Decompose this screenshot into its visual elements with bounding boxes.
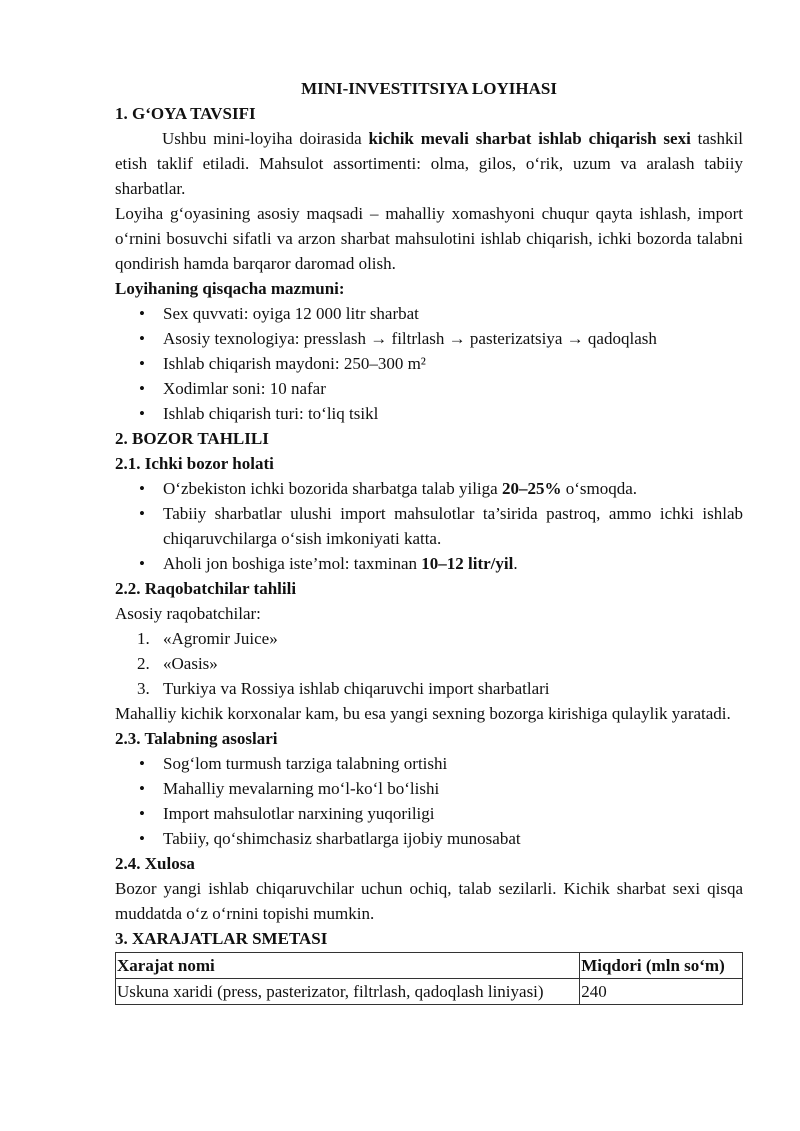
list-item-text: Ishlab chiqarish maydoni: 250–300 m² <box>163 354 426 373</box>
bullet-icon: • <box>139 404 145 423</box>
text-run: tashkil etish taklif etiladi. Mahsulot assortimenti: olma, gilos, o‘rik, uzum va aralash tabiiy sharbatlar. <box>115 129 743 198</box>
list-item <box>115 376 743 401</box>
bullet-icon: • <box>139 479 145 498</box>
section-3-heading: 3. XARAJATLAR SMETASI <box>115 929 328 948</box>
list-item <box>115 651 743 676</box>
list-item <box>115 626 743 651</box>
list-item <box>115 776 743 801</box>
text-run: O‘zbekiston ichki bozorida sharbatga talab yiliga <box>163 479 502 498</box>
bullet-icon: • <box>139 329 145 348</box>
list-item-text: Import mahsulotlar narxining yuqoriligi <box>163 804 435 823</box>
summary-heading: Loyihaning qisqacha mazmuni: <box>115 279 345 298</box>
bullet-icon: • <box>139 554 145 573</box>
list-item <box>115 751 743 776</box>
summary-list <box>115 301 743 426</box>
market-list <box>115 476 743 576</box>
list-item-text: Turkiya va Rossiya ishlab chiqaruvchi import sharbatlari <box>163 679 550 698</box>
list-number: 1. <box>137 629 150 648</box>
document-page <box>115 76 743 1005</box>
section-2-4-heading: 2.4. Xulosa <box>115 854 195 873</box>
bullet-icon: • <box>139 504 145 523</box>
bullet-icon: • <box>139 779 145 798</box>
bold-text-run: 10–12 litr/yil <box>421 554 514 573</box>
list-item <box>115 676 743 701</box>
table-cell-name: Uskuna xaridi (press, pasterizator, filtrlash, qadoqlash liniyasi) <box>116 979 580 1005</box>
document-title: MINI-INVESTITSIYA LOYIHASI <box>301 79 557 98</box>
section-2-heading: 2. BOZOR TAHLILI <box>115 429 269 448</box>
list-item <box>115 301 743 326</box>
list-item-text: «Agromir Juice» <box>163 629 278 648</box>
bold-text-run: 20–25% <box>501 479 562 498</box>
table-cell-amount: 240 <box>580 979 743 1005</box>
text-run: Ushbu mini-loyiha doirasida <box>162 129 369 148</box>
list-item-text: Sex quvvati: oyiga 12 000 litr sharbat <box>163 304 419 323</box>
list-item-text: Asosiy texnologiya: presslash → filtrlash → pasterizatsiya → qadoqlash <box>163 329 657 348</box>
list-number: 2. <box>137 654 150 673</box>
list-number: 3. <box>137 679 150 698</box>
list-item <box>115 326 743 351</box>
list-item <box>115 551 743 576</box>
table-row <box>116 979 743 1005</box>
list-item <box>115 476 743 501</box>
list-item-text: Sog‘lom turmush tarziga talabning ortishi <box>163 754 448 773</box>
section-2-1-heading: 2.1. Ichki bozor holati <box>115 454 274 473</box>
list-item <box>115 351 743 376</box>
section-1-paragraph-2: Loyiha g‘oyasining asosiy maqsadi – mahalliy xomashyoni chuqur qayta ishlash, import o‘rnini bosuvchi sifatli va arzon sharbat mahsulotini ishlab chiqarish, ichki bozorda talabni qondirish hamda barqaror daromad olish. <box>115 204 743 273</box>
text-run: o‘smoqda. <box>561 479 637 498</box>
bullet-icon: • <box>139 829 145 848</box>
demand-list <box>115 751 743 851</box>
bullet-icon: • <box>139 754 145 773</box>
table-header-name: Xarajat nomi <box>116 953 580 979</box>
cost-table <box>115 952 743 1005</box>
list-item-text: Ishlab chiqarish turi: to‘liq tsikl <box>163 404 379 423</box>
list-item <box>115 501 743 551</box>
list-item <box>115 801 743 826</box>
list-item-text: «Oasis» <box>163 654 218 673</box>
list-item-text: Tabiiy, qo‘shimchasiz sharbatlarga ijobiy munosabat <box>163 829 521 848</box>
competitors-intro: Asosiy raqobatchilar: <box>115 604 261 623</box>
bullet-icon: • <box>139 804 145 823</box>
section-1-heading: 1. G‘OYA TAVSIFI <box>115 104 256 123</box>
section-2-2-heading: 2.2. Raqobatchilar tahlili <box>115 579 297 598</box>
list-item <box>115 401 743 426</box>
competitors-list <box>115 626 743 701</box>
table-header-amount: Miqdori (mln so‘m) <box>580 953 743 979</box>
conclusion-text: Bozor yangi ishlab chiqaruvchilar uchun ochiq, talab sezilarli. Kichik sharbat sexi qisqa muddatda o‘z o‘rnini topishi mumkin. <box>115 879 743 923</box>
bullet-icon: • <box>139 304 145 323</box>
list-item-text: Xodimlar soni: 10 nafar <box>163 379 326 398</box>
list-item-text: Mahalliy mevalarning mo‘l-ko‘l bo‘lishi <box>163 779 440 798</box>
bullet-icon: • <box>139 354 145 373</box>
section-2-3-heading: 2.3. Talabning asoslari <box>115 729 278 748</box>
bold-text-run: kichik mevali sharbat ishlab chiqarish sexi <box>368 129 691 148</box>
text-run: . <box>513 554 518 573</box>
bullet-icon: • <box>139 379 145 398</box>
competitors-outro: Mahalliy kichik korxonalar kam, bu esa yangi sexning bozorga kirishiga qulaylik yaratadi. <box>115 704 731 723</box>
section-1-paragraph-1 <box>115 126 743 201</box>
list-item-text: Tabiiy sharbatlar ulushi import mahsulotlar ta’sirida pastroq, ammo ichki ishlab chiqaruvchilarga o‘sish imkoniyati katta. <box>163 504 743 548</box>
table-header-row <box>116 953 743 979</box>
list-item <box>115 826 743 851</box>
text-run: Aholi jon boshiga iste’mol: taxminan <box>163 554 422 573</box>
